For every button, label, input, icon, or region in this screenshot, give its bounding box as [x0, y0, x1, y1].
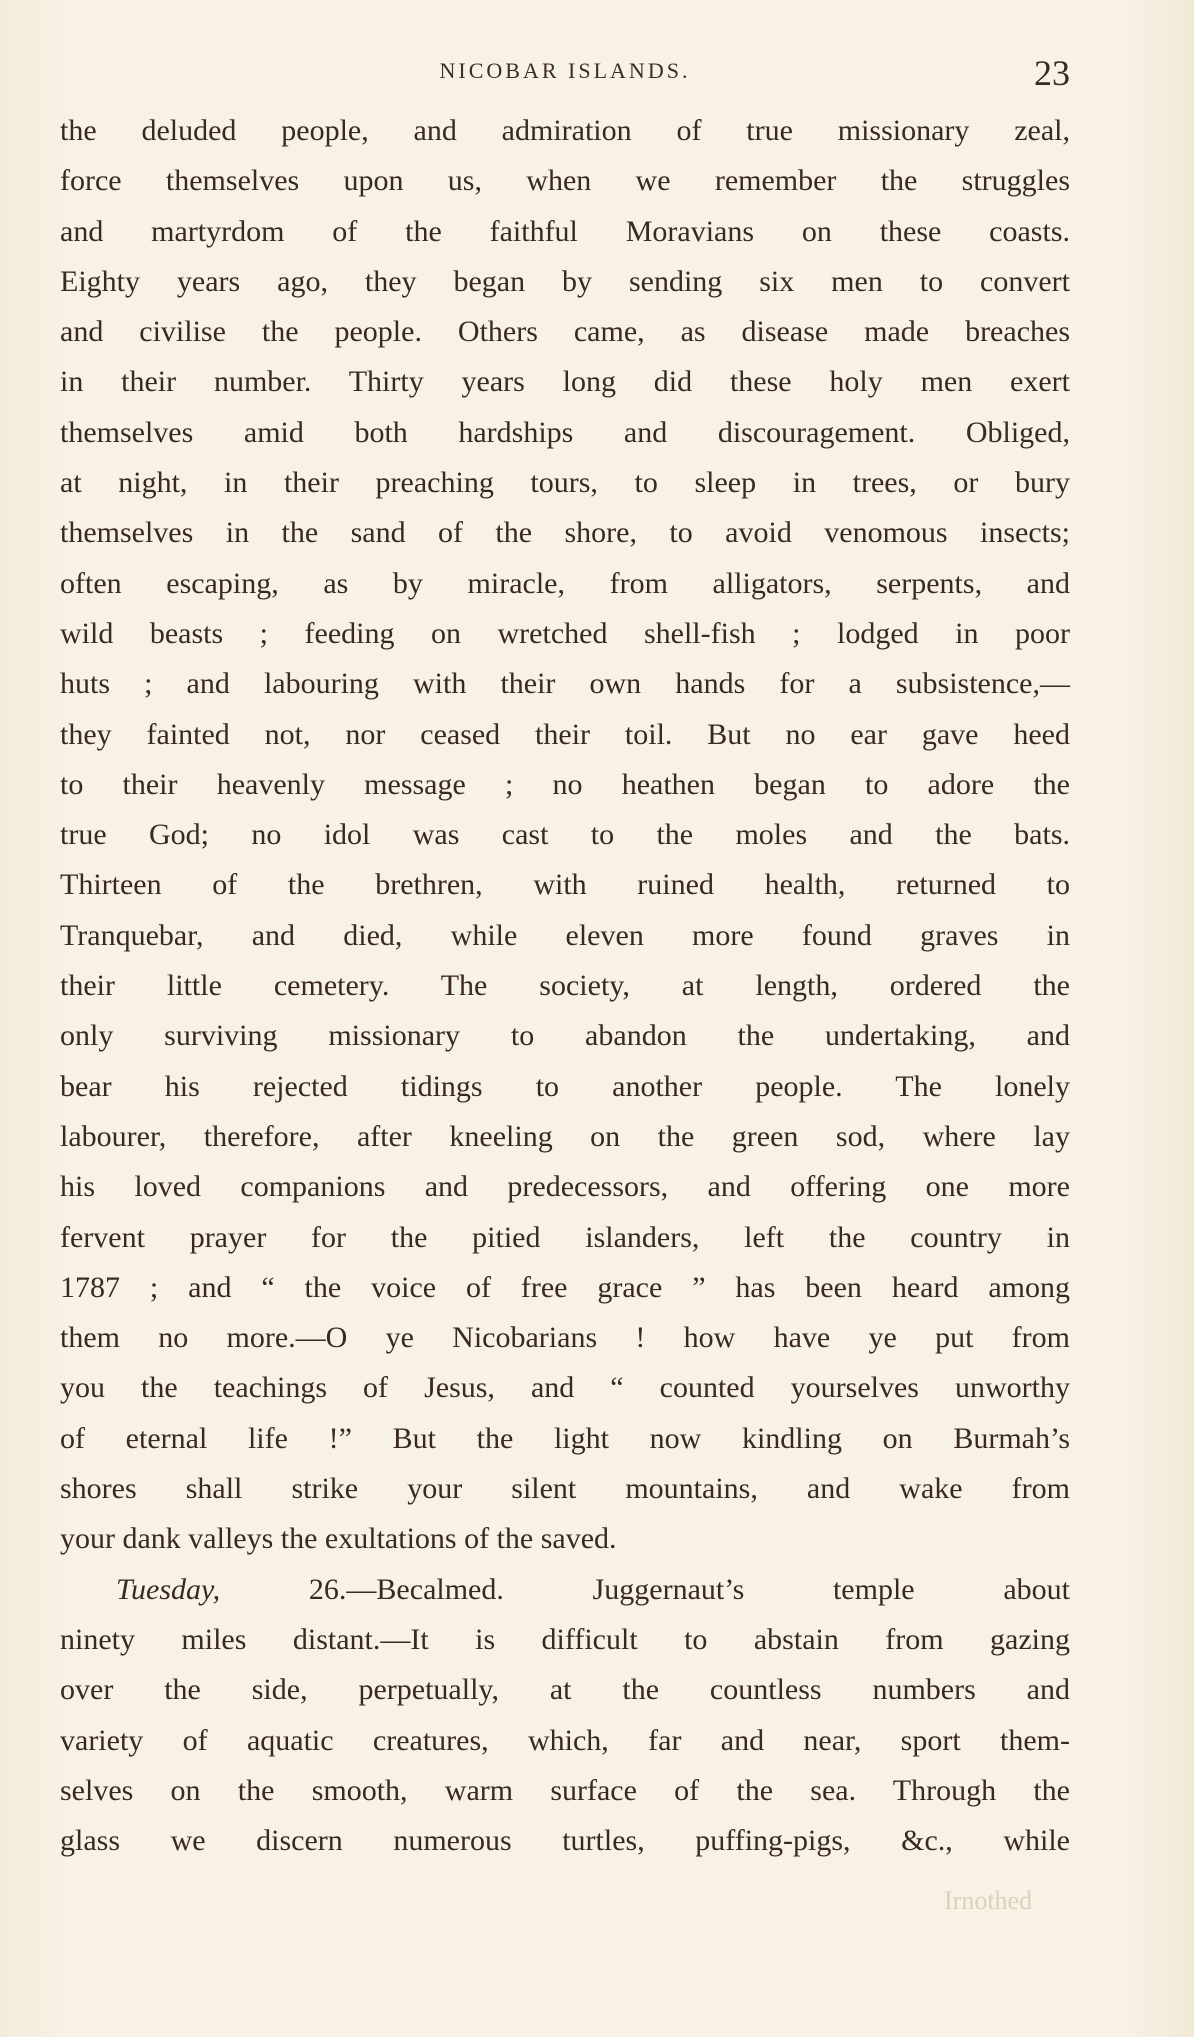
text-line: bear his rejected tidings to another people. The lonely	[60, 1069, 1070, 1103]
text-line: often escaping, as by miracle, from alligators, serpents, and	[60, 566, 1070, 600]
text-line: his loved companions and predecessors, and offering one more	[60, 1170, 1070, 1204]
text-line: wild beasts ; feeding on wretched shell-fish ; lodged in poor	[60, 616, 1070, 650]
paragraph-1	[60, 106, 1070, 1565]
text-line: true God; no idol was cast to the moles and the bats.	[60, 818, 1070, 852]
show-through-text: Irnothed	[944, 1886, 1033, 1915]
text-line: Tranquebar, and died, while eleven more found graves in	[60, 918, 1070, 952]
text-line: only surviving missionary to abandon the undertaking, and	[60, 1019, 1070, 1053]
text-line: shores shall strike your silent mountains, and wake from	[60, 1472, 1070, 1506]
text-line: Thirteen of the brethren, with ruined health, returned to	[60, 868, 1070, 902]
text-line: the deluded people, and admiration of true missionary zeal,	[60, 114, 1070, 147]
running-head: NICOBAR ISLANDS.	[439, 58, 691, 83]
text-line: labourer, therefore, after kneeling on the green sod, where lay	[60, 1119, 1070, 1153]
text-line: ninety miles distant.—It is difficult to abstain from gazing	[60, 1622, 1070, 1656]
paragraph-2	[60, 1565, 1070, 1867]
page-number: 23	[1034, 53, 1070, 93]
text-line	[60, 1565, 1070, 1615]
text-line: fervent prayer for the pitied islanders, left the country in	[60, 1220, 1070, 1254]
text-line: 1787 ; and “ the voice of free grace ” has been heard among	[60, 1270, 1070, 1304]
text-line: they fainted not, nor ceased their toil. But no ear gave heed	[60, 717, 1070, 751]
text-line: to their heavenly message ; no heathen began to adore the	[60, 767, 1070, 801]
text-line: themselves amid both hardships and discouragement. Obliged,	[60, 415, 1070, 449]
text-line: Eighty years ago, they began by sending six men to convert	[60, 264, 1070, 298]
text-line: their little cemetery. The society, at length, ordered the	[60, 969, 1070, 1003]
text-line: and civilise the people. Others came, as disease made breaches	[60, 315, 1070, 349]
text-line: and martyrdom of the faithful Moravians on these coasts.	[60, 214, 1070, 248]
page-header	[60, 52, 1070, 92]
text-line: selves on the smooth, warm surface of the sea. Through the	[60, 1773, 1070, 1807]
text-line: at night, in their preaching tours, to sleep in trees, or bury	[60, 466, 1070, 500]
text-line: glass we discern numerous turtles, puffing-pigs, &c., while	[60, 1824, 1070, 1858]
text-line: them no more.—O ye Nicobarians ! how have ye put from	[60, 1321, 1070, 1355]
text-line: you the teachings of Jesus, and “ counted yourselves unworthy	[60, 1371, 1070, 1405]
text-line: of eternal life !” But the light now kindling on Burmah’s	[60, 1421, 1070, 1455]
text-line: in their number. Thirty years long did these holy men exert	[60, 365, 1070, 399]
text-line: huts ; and labouring with their own hands for a subsistence,—	[60, 667, 1070, 701]
first-line-rest: 26.—Becalmed. Juggernaut’s temple about	[220, 1572, 1070, 1606]
text-line: over the side, perpetually, at the countless numbers and	[60, 1673, 1070, 1707]
body-text	[60, 106, 1070, 1866]
date-italic: Tuesday,	[116, 1572, 221, 1606]
text-line: themselves in the sand of the shore, to avoid venomous insects;	[60, 516, 1070, 550]
text-line: your dank valleys the exultations of the saved.	[60, 1522, 617, 1556]
text-line: force themselves upon us, when we remember the struggles	[60, 164, 1070, 198]
text-line: variety of aquatic creatures, which, far and near, sport them-	[60, 1723, 1070, 1757]
